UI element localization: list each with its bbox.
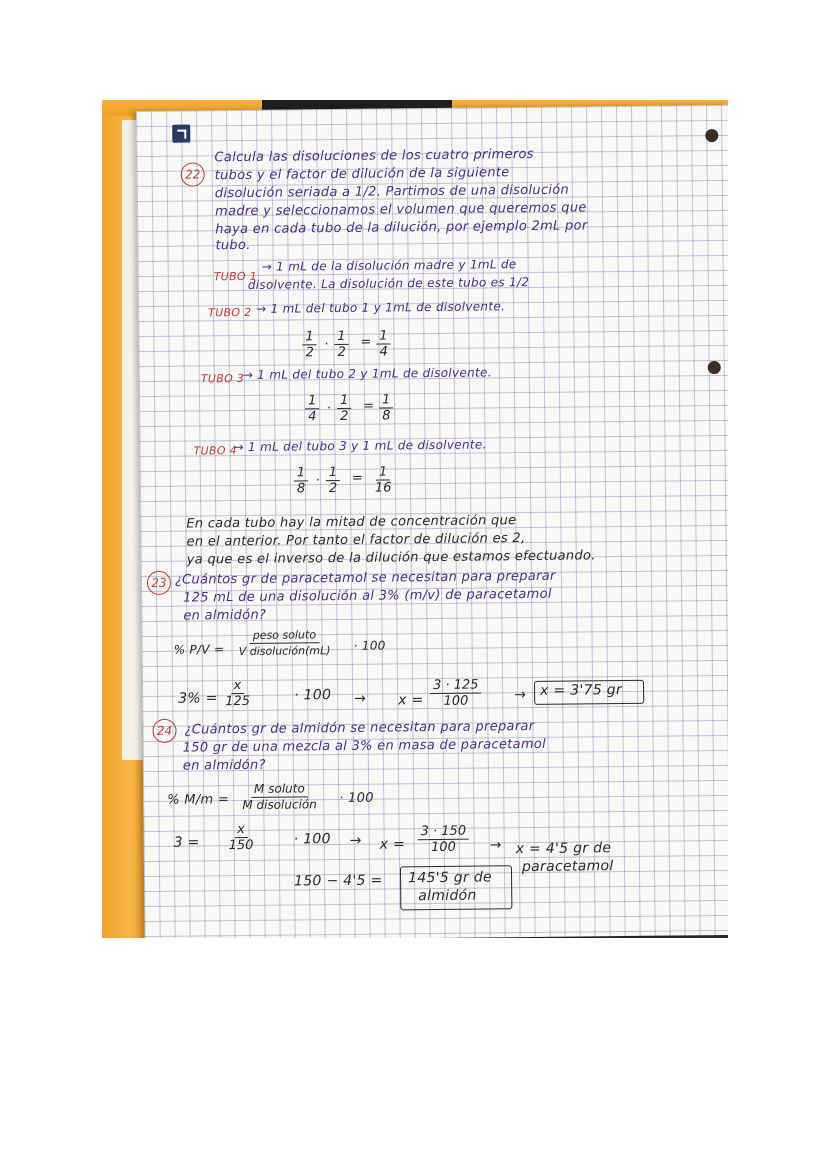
statement-line: tubo. (215, 237, 251, 254)
statement-line: tubos y el factor de dilución de la siguiente (214, 165, 510, 184)
grid-paper-sheet (136, 105, 728, 938)
result-23: x = 3'75 gr (540, 682, 623, 699)
equation-fraction: $\frac{x}{150}$ (228, 822, 254, 854)
tubo4-text: → 1 mL del tubo 3 y 1 mL de disolvente. (233, 437, 487, 455)
tubo4-label: TUBO 4 (193, 444, 237, 458)
equation-lhs: 3% = (178, 690, 218, 707)
formula-fraction: peso soluto V disolución(mL) (238, 628, 331, 659)
fraction: $\frac{1}{4}$ (305, 393, 320, 424)
fraction: $\frac{1}{8}$ (379, 392, 394, 423)
statement-line: haya en cada tubo de la dilución, por ejemplo 2mL por (215, 218, 588, 238)
problem-number-24: 24 (152, 719, 176, 743)
solution-fraction: $\frac{3 \cdot 150}{100}$ (417, 824, 469, 856)
equation-lhs: 3 = (173, 834, 200, 851)
fraction: $\frac{1}{2}$ (326, 465, 341, 496)
fraction: $\frac{1}{8}$ (294, 465, 309, 496)
problem-number-23: 23 (147, 571, 171, 595)
question-line: en almidón? (183, 607, 267, 624)
fraction: $\frac{1}{2}$ (337, 393, 352, 424)
arrow-icon: → (514, 687, 527, 704)
notebook-photo (102, 100, 728, 938)
equals-sign: = (363, 398, 375, 414)
arrow-icon: → (349, 832, 362, 849)
tubo2-label: TUBO 2 (208, 305, 252, 320)
equation-tail: · 100 (294, 687, 332, 704)
solution-fraction: $\frac{3 \cdot 125}{100}$ (430, 678, 482, 710)
multiply-sign: · (327, 401, 332, 417)
x-result: x = 4'5 gr de (515, 840, 612, 858)
fraction: $\frac{1}{16}$ (374, 464, 392, 496)
equals-sign: = (360, 334, 372, 350)
question-line: ¿Cuántos gr de paracetamol se necesitan para preparar (174, 568, 556, 588)
conclusion-line: ya que es el inverso de la dilución que estamos efectuando. (186, 548, 596, 568)
tubo1-label: TUBO 1 (213, 269, 258, 284)
subtraction: 150 − 4'5 = (294, 872, 383, 890)
question-line: en almidón? (182, 757, 266, 774)
formula-lhs: % M/m = (167, 792, 230, 808)
tubo2-text: → 1 mL del tubo 1 y 1mL de disolvente. (256, 299, 506, 316)
formula-tail: · 100 (353, 638, 386, 653)
statement-line: madre y seleccionamos el volumen que queremos que (214, 200, 587, 220)
question-line: 125 mL de una disolución al 3% (m/v) de paracetamol (183, 586, 552, 606)
formula-fraction: M soluto M disolución (242, 781, 317, 813)
notebook-logo-icon (172, 125, 190, 143)
conclusion-line: En cada tubo hay la mitad de concentración que (186, 513, 517, 532)
equals-sign: = (351, 470, 363, 486)
question-line: 150 gr de una mezcla al 3% en masa de paracetamol (182, 736, 547, 756)
statement-line: Calcula las disoluciones de los cuatro primeros (214, 146, 534, 166)
tubo3-label: TUBO 3 (200, 371, 245, 386)
arrow-icon: → (354, 690, 367, 707)
equation-fraction: $\frac{x}{125}$ (225, 678, 251, 710)
conclusion-line: en el anterior. Por tanto el factor de dilución es 2, (186, 531, 526, 550)
statement-line: disolución seriada a 1/2. Partimos de una disolución (214, 182, 570, 202)
tubo1-text: → 1 mL de la disolución madre y 1mL de (261, 257, 517, 274)
formula-lhs: % P/V = (173, 642, 225, 657)
fraction: $\frac{1}{2}$ (302, 329, 317, 360)
multiply-sign: · (315, 473, 321, 489)
fraction: $\frac{1}{2}$ (334, 329, 349, 360)
x-equals: x = (379, 836, 406, 853)
arrow-icon: → (489, 837, 502, 854)
x-result-unit: paracetamol (521, 858, 614, 876)
multiply-sign: · (324, 337, 329, 353)
final-result-line: 145'5 gr de (407, 869, 492, 887)
formula-tail: · 100 (339, 790, 374, 807)
tubo1-text: disolvente. La disolución de este tubo es 1/2 (247, 274, 530, 292)
final-result-line: almidón (418, 887, 477, 905)
tubo3-text: → 1 mL del tubo 2 y 1mL de disolvente. (242, 365, 492, 382)
fraction: $\frac{1}{4}$ (376, 328, 391, 359)
question-line: ¿Cuántos gr de almidón se necesitan para preparar (184, 718, 535, 738)
problem-number-22: 22 (181, 162, 205, 186)
x-equals: x = (398, 692, 424, 709)
punch-hole-icon (705, 129, 718, 142)
equation-tail: · 100 (293, 831, 331, 848)
punch-hole-icon (708, 361, 721, 374)
